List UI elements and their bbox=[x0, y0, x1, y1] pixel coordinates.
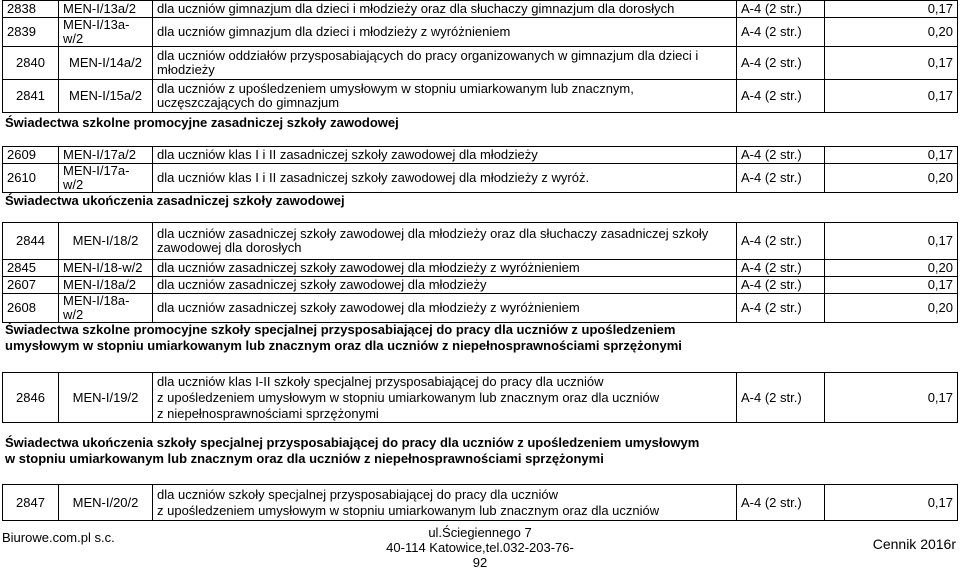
row-number: 2844 bbox=[3, 223, 59, 260]
table-row bbox=[3, 164, 958, 193]
row-format: A-4 (2 str.) bbox=[737, 147, 825, 164]
table-row bbox=[3, 294, 958, 323]
row-number: 2840 bbox=[3, 47, 59, 80]
section-heading-line: w stopniu umiarkowanym lub znacznym oraz dla uczniów z niepełnosprawnościami sprzężonymi bbox=[5, 451, 604, 466]
section-heading bbox=[5, 322, 682, 354]
row-description: dla uczniów zasadniczej szkoły zawodowej dla młodzieży bbox=[153, 277, 737, 294]
row-description: dla uczniów z upośledzeniem umysłowym w stopniu umiarkowanym lub znacznym, uczęszczających do gimnazjum bbox=[153, 80, 737, 113]
table-row bbox=[3, 1, 958, 18]
certificate-table-special-completion bbox=[2, 484, 958, 521]
certificate-table-vocational-completion bbox=[2, 222, 958, 323]
row-number: 2846 bbox=[3, 373, 59, 423]
row-price: 0,17 bbox=[825, 373, 958, 423]
row-description: dla uczniów zasadniczej szkoły zawodowej dla młodzieży z wyróżnieniem bbox=[153, 260, 737, 277]
row-description bbox=[153, 485, 737, 521]
row-number: 2847 bbox=[3, 485, 59, 521]
row-description: dla uczniów klas I i II zasadniczej szkoły zawodowej dla młodzieży bbox=[153, 147, 737, 164]
section-heading-line: umysłowym w stopniu umiarkowanym lub znacznym oraz dla uczniów z niepełnosprawnościami sprzężonymi bbox=[5, 338, 682, 353]
row-format: A-4 (2 str.) bbox=[737, 223, 825, 260]
certificate-table-special-promo bbox=[2, 372, 958, 423]
row-format: A-4 (2 str.) bbox=[737, 277, 825, 294]
footer-address bbox=[380, 525, 580, 570]
row-code: MEN-I/14a/2 bbox=[59, 47, 153, 80]
table-row bbox=[3, 223, 958, 260]
row-code: MEN-I/20/2 bbox=[59, 485, 153, 521]
row-price: 0,20 bbox=[825, 18, 958, 47]
row-number: 2608 bbox=[3, 294, 59, 323]
row-code: MEN-I/18/2 bbox=[59, 223, 153, 260]
table-row bbox=[3, 147, 958, 164]
section-heading: Świadectwa ukończenia zasadniczej szkoły zawodowej bbox=[5, 193, 345, 208]
row-price: 0,17 bbox=[825, 485, 958, 521]
row-format: A-4 (2 str.) bbox=[737, 1, 825, 18]
row-description: dla uczniów zasadniczej szkoły zawodowej dla młodzieży z wyróżnieniem bbox=[153, 294, 737, 323]
row-price: 0,17 bbox=[825, 223, 958, 260]
table-row bbox=[3, 80, 958, 113]
table-row bbox=[3, 373, 958, 423]
row-format: A-4 (2 str.) bbox=[737, 260, 825, 277]
section-heading-line: Świadectwa ukończenia szkoły specjalnej przysposabiającej do pracy dla uczniów z upośledzeniem umysłowym bbox=[5, 435, 700, 450]
row-format: A-4 (2 str.) bbox=[737, 18, 825, 47]
table-row bbox=[3, 485, 958, 521]
row-format: A-4 (2 str.) bbox=[737, 373, 825, 423]
row-description: dla uczniów klas I i II zasadniczej szkoły zawodowej dla młodzieży z wyróż. bbox=[153, 164, 737, 193]
certificate-table-promo-vocational bbox=[2, 146, 958, 193]
row-price: 0,17 bbox=[825, 47, 958, 80]
row-format: A-4 (2 str.) bbox=[737, 80, 825, 113]
row-price: 0,20 bbox=[825, 294, 958, 323]
row-price: 0,17 bbox=[825, 147, 958, 164]
table-row bbox=[3, 47, 958, 80]
row-number: 2839 bbox=[3, 18, 59, 47]
row-description bbox=[153, 373, 737, 423]
row-number: 2607 bbox=[3, 277, 59, 294]
row-code: MEN-I/17a/2 bbox=[59, 147, 153, 164]
row-number: 2610 bbox=[3, 164, 59, 193]
footer-company: Biurowe.com.pl s.c. bbox=[2, 530, 115, 545]
description-line: dla uczniów klas I-II szkoły specjalnej przysposabiającej do pracy dla uczniów bbox=[157, 373, 604, 389]
row-price: 0,17 bbox=[825, 80, 958, 113]
table-row bbox=[3, 18, 958, 47]
row-price: 0,20 bbox=[825, 260, 958, 277]
row-price: 0,20 bbox=[825, 164, 958, 193]
row-description: dla uczniów gimnazjum dla dzieci i młodzieży z wyróżnieniem bbox=[153, 18, 737, 47]
row-number: 2845 bbox=[3, 260, 59, 277]
row-format: A-4 (2 str.) bbox=[737, 164, 825, 193]
section-heading-line: Świadectwa szkolne promocyjne szkoły specjalnej przysposabiającej do pracy dla uczniów z upośledzeniem bbox=[5, 322, 676, 337]
row-code: MEN-I/13a-w/2 bbox=[59, 18, 153, 47]
row-number: 2841 bbox=[3, 80, 59, 113]
row-code: MEN-I/18a-w/2 bbox=[59, 294, 153, 323]
certificate-table-gimnazjum bbox=[2, 0, 958, 113]
description-line: z upośledzeniem umysłowym w stopniu umiarkowanym lub znacznym oraz dla uczniów bbox=[157, 502, 660, 518]
row-format: A-4 (2 str.) bbox=[737, 47, 825, 80]
row-number: 2609 bbox=[3, 147, 59, 164]
row-code: MEN-I/19/2 bbox=[59, 373, 153, 423]
row-price: 0,17 bbox=[825, 1, 958, 18]
table-row bbox=[3, 277, 958, 294]
section-heading: Świadectwa szkolne promocyjne zasadniczej szkoły zawodowej bbox=[5, 115, 399, 130]
row-code: MEN-I/13a/2 bbox=[59, 1, 153, 18]
row-code: MEN-I/18a/2 bbox=[59, 277, 153, 294]
footer-address-line: 40-114 Katowice,tel.032-203-76-92 bbox=[386, 540, 574, 570]
row-format: A-4 (2 str.) bbox=[737, 294, 825, 323]
row-description: dla uczniów gimnazjum dla dzieci i młodzieży oraz dla słuchaczy gimnazjum dla dorosłych bbox=[153, 1, 737, 18]
description-line: z upośledzeniem umysłowym w stopniu umiarkowanym lub znacznym oraz dla uczniów bbox=[157, 389, 660, 405]
footer-address-line: ul.Ściegiennego 7 bbox=[428, 525, 532, 540]
row-code: MEN-I/18-w/2 bbox=[59, 260, 153, 277]
row-description: dla uczniów oddziałów przysposabiających do pracy organizowanych w gimnazjum dla dzieci i młodzieży bbox=[153, 47, 737, 80]
description-line: dla uczniów szkoły specjalnej przysposabiającej do pracy dla uczniów bbox=[157, 486, 559, 502]
row-format: A-4 (2 str.) bbox=[737, 485, 825, 521]
description-line: z niepełnosprawnościami sprzężonymi bbox=[157, 405, 379, 421]
footer-catalog: Cennik 2016r bbox=[872, 536, 956, 552]
row-description: dla uczniów zasadniczej szkoły zawodowej dla młodzieży oraz dla słuchaczy zasadniczej szkoły zawodowej dla dorosłych bbox=[153, 223, 737, 260]
row-number: 2838 bbox=[3, 1, 59, 18]
row-code: MEN-I/15a/2 bbox=[59, 80, 153, 113]
row-code: MEN-I/17a-w/2 bbox=[59, 164, 153, 193]
section-heading bbox=[5, 435, 699, 467]
row-price: 0,17 bbox=[825, 277, 958, 294]
table-row bbox=[3, 260, 958, 277]
